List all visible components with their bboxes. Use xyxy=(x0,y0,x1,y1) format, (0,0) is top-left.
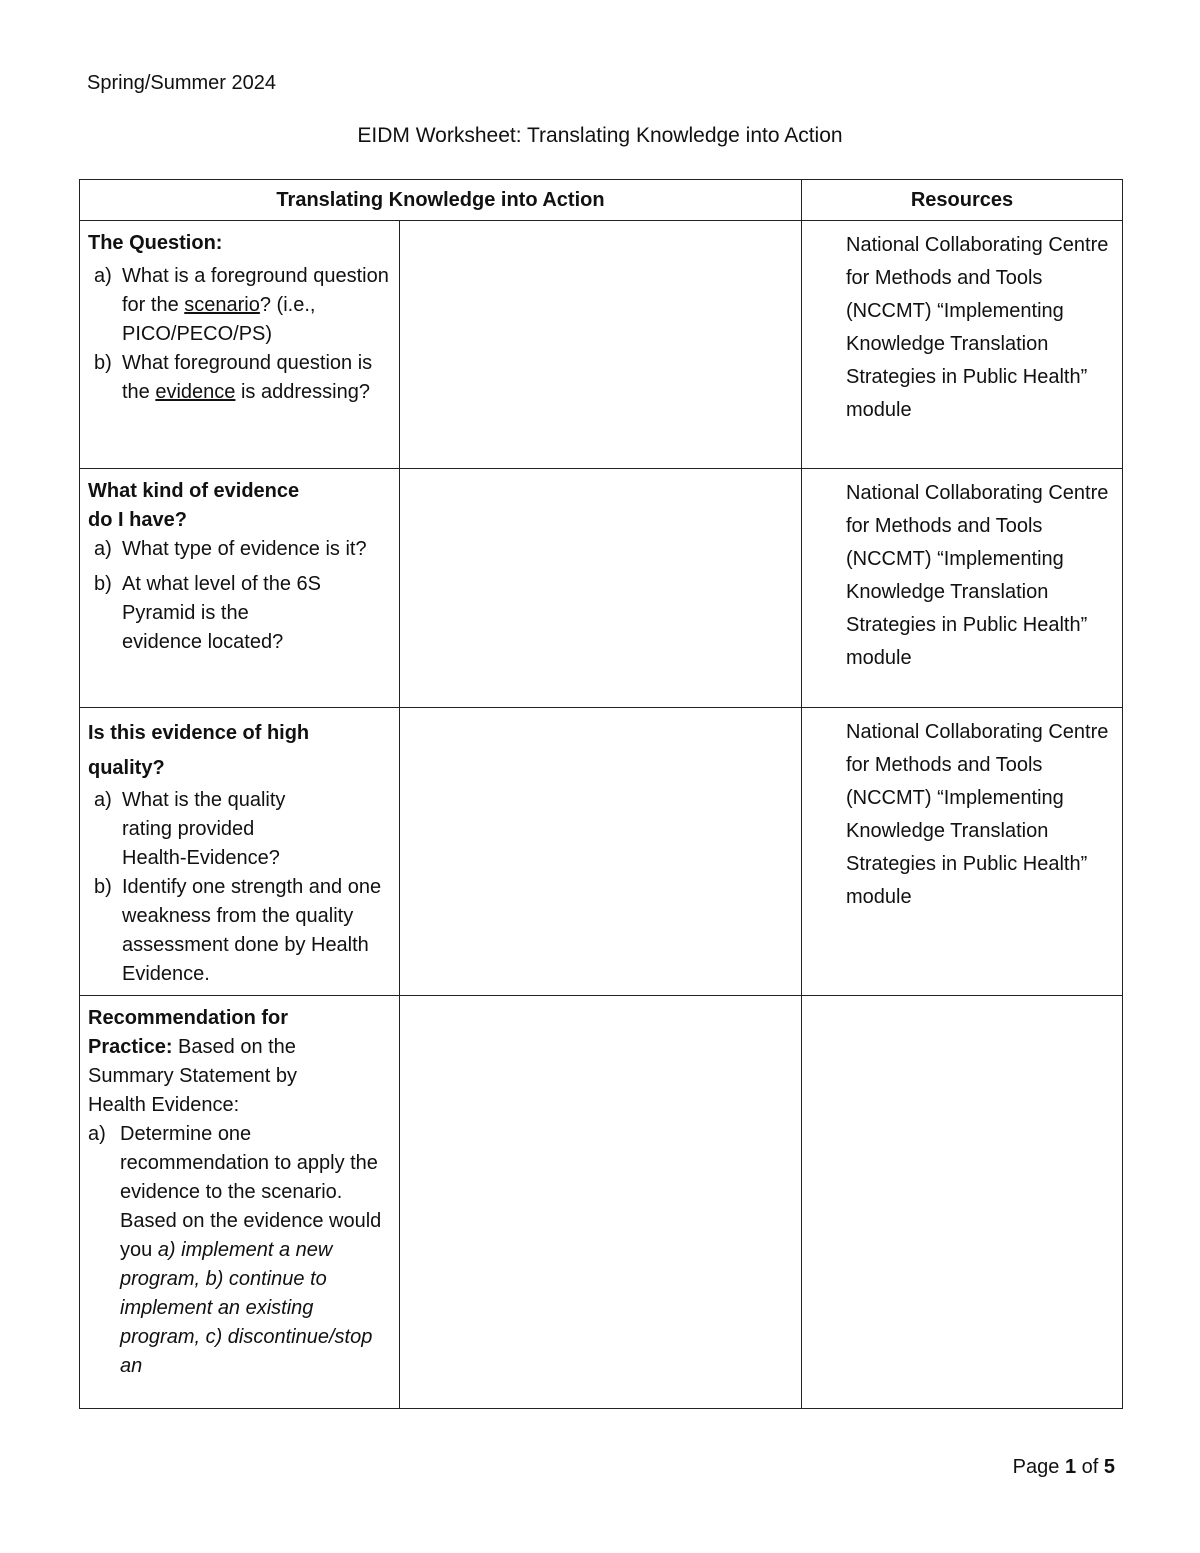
list-item: b) What foreground question is the evidence is addressing? xyxy=(94,352,373,403)
header-date: Spring/Summer 2024 xyxy=(87,72,276,94)
resource-cell: National Collaborating Centre for Methods and Tools (NCCMT) “Implementing Knowledge Translation Strategies in Public Health” module xyxy=(802,708,1123,996)
question-cell xyxy=(80,469,400,708)
document-title: EIDM Worksheet: Translating Knowledge into Action xyxy=(357,124,843,147)
column-header-main: Translating Knowledge into Action xyxy=(80,180,802,221)
list-item: a) What is a foreground question for the scenario? (i.e., PICO/PECO/PS) xyxy=(94,265,389,345)
row-heading: What kind of evidence do I have? xyxy=(88,480,300,531)
list-item: a) What type of evidence is it? xyxy=(94,538,367,560)
list-item: b) Identify one strength and one weakness from the quality assessment done by Health Evidence. xyxy=(94,876,382,985)
row-heading: Recommendation for Practice: xyxy=(88,1007,289,1058)
list-item: a) What is the quality rating provided Health-Evidence? xyxy=(94,789,286,869)
table-row-question xyxy=(80,221,1123,469)
row-heading: Is this evidence of high quality? xyxy=(88,722,310,779)
question-cell xyxy=(80,996,400,1409)
question-cell xyxy=(80,708,400,996)
row-heading: The Question: xyxy=(88,232,223,254)
answer-cell[interactable] xyxy=(400,469,802,708)
table-row-quality xyxy=(80,708,1123,996)
answer-cell[interactable] xyxy=(400,996,802,1409)
question-cell xyxy=(80,221,400,469)
list-item: b) At what level of the 6S Pyramid is the evidence located? xyxy=(94,573,322,653)
table-row-evidence-kind xyxy=(80,469,1123,708)
list-item: a) Determine one recommendation to apply the evidence to the scenario. Based on the evidence would you a) implement a new program, b) continue to implement an existing program, c) discontinue/stop an xyxy=(88,1123,382,1377)
resource-cell: National Collaborating Centre for Methods and Tools (NCCMT) “Implementing Knowledge Translation Strategies in Public Health” module xyxy=(802,469,1123,708)
table-header-row xyxy=(80,180,1123,221)
resource-cell xyxy=(802,996,1123,1409)
resource-cell: National Collaborating Centre for Methods and Tools (NCCMT) “Implementing Knowledge Translation Strategies in Public Health” module xyxy=(802,221,1123,469)
answer-cell[interactable] xyxy=(400,708,802,996)
page-number: Page 1 of 5 xyxy=(1012,1456,1115,1478)
italic-options: a) implement a new program, b) continue to implement an existing program, c) discontinue/stop an xyxy=(120,1239,373,1377)
underlined-word: scenario xyxy=(184,294,260,316)
worksheet-table xyxy=(79,179,1123,1409)
row-heading-block: Recommendation for Practice: Based on the Summary Statement by Health Evidence: xyxy=(88,1007,297,1116)
answer-cell[interactable] xyxy=(400,221,802,469)
underlined-word: evidence xyxy=(155,381,236,403)
table-row-recommendation xyxy=(80,996,1123,1409)
column-header-resources: Resources xyxy=(802,180,1123,221)
